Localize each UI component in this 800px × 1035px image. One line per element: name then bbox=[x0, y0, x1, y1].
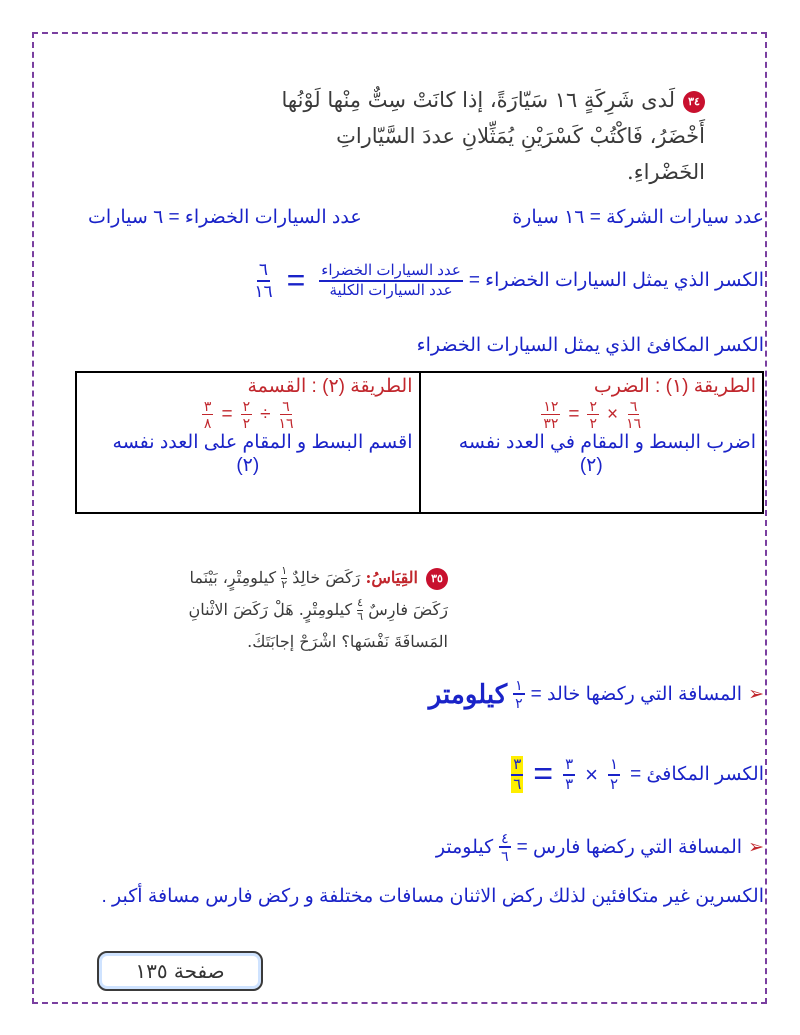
method-title: الطريقة (٢) : القسمة bbox=[247, 376, 413, 397]
green-cars-count: عدد السيارات الخضراء = ٦ سيارات bbox=[88, 207, 362, 228]
bullet-icon: ➢ bbox=[748, 836, 764, 858]
word-fraction-numerator: عدد السيارات الخضراء bbox=[319, 262, 463, 281]
value-fraction bbox=[254, 260, 272, 301]
value-fraction-numerator: ٦ bbox=[257, 260, 270, 282]
question-number-badge: ٣٤ bbox=[683, 91, 705, 113]
fraction-row bbox=[254, 260, 764, 301]
equals-sign: = bbox=[286, 262, 306, 299]
methods-table bbox=[75, 371, 764, 514]
unit: كيلومتر bbox=[435, 836, 494, 858]
equivalent-fraction: الكسر المكافئ = $\frac{١}{٢}$ × $\frac{٣}{٣}$ = $\frac{٣}{٦}$ bbox=[513, 755, 764, 793]
method-factor: (٢) bbox=[579, 455, 603, 477]
highlighted-result: $\frac{٣}{٦}$ bbox=[513, 756, 522, 793]
method-description: اضرب البسط و المقام في العدد نفسه bbox=[458, 432, 756, 454]
khalid-distance: ➢ المسافة التي ركضها خالد = $\frac{١}{٢}$ كيلومتر bbox=[428, 677, 764, 712]
question-35 bbox=[118, 562, 448, 658]
word-fraction-denominator: عدد السيارات الكلية bbox=[329, 281, 453, 299]
question-34-line-1: ٣٤لَدى شَرِكَةٍ ١٦ سَيّارَةً، إذا كانَتْ سِتٌّ مِنْها لَوْنُها bbox=[145, 82, 705, 118]
question-35-line-3: المَسافَةَ نَفْسَها؟ اشْرَحْ إجابَتَكَ. bbox=[247, 632, 448, 651]
question-number-badge: ٣٥ bbox=[426, 568, 448, 590]
question-34 bbox=[145, 82, 705, 190]
question-35-line-1: ٣٥القِيَاسُ: رَكَضَ خالِدٌ $\frac{١}{٢}$ كيلومِتْرٍ، بَيْنَما bbox=[118, 562, 448, 594]
bullet-icon: ➢ bbox=[748, 683, 764, 705]
fraction-label: الكسر الذي يمثل السيارات الخضراء = bbox=[468, 270, 764, 292]
equivalent-heading: الكسر المكافئ الذي يمثل السيارات الخضراء bbox=[416, 335, 764, 356]
word-fraction bbox=[319, 262, 463, 299]
method-title: الطريقة (١) : الضرب bbox=[593, 376, 756, 397]
question-35-line-2: رَكَضَ فارِسٌ $\frac{٤}{٦}$ كيلومِتْرٍ. هَلْ رَكَضَ الاثْنانِ bbox=[188, 596, 448, 623]
method-description: اقسم البسط و المقام على العدد نفسه bbox=[112, 432, 413, 454]
method-factor: (٢) bbox=[236, 455, 260, 477]
page-number: صفحة ١٣٥ bbox=[97, 951, 263, 991]
question-34-line-3: الخَضْراءِ. bbox=[627, 160, 705, 184]
value-fraction-denominator: ١٦ bbox=[254, 281, 273, 301]
company-cars-count: عدد سيارات الشركة = ١٦ سيارة bbox=[512, 207, 764, 228]
method-multiplication bbox=[420, 372, 764, 513]
fares-distance: ➢ المسافة التي ركضها فارس = $\frac{٤}{٦}$ كيلومتر bbox=[435, 830, 764, 865]
question-34-line-2: أَخْضَرُ، فَاكْتُبْ كَسْرَيْنِ يُمَثِّلانِ عددَ السَّيّاراتِ bbox=[336, 124, 705, 148]
question-35-title: القِيَاسُ: bbox=[365, 568, 418, 587]
method-division bbox=[76, 372, 420, 513]
method-expression: $\frac{٣}{٨}$ = $\frac{٢}{٢}$ ÷ $\frac{٦}{١٦}$ bbox=[203, 398, 294, 432]
method-expression: $\frac{١٢}{٣٢}$ = $\frac{٢}{٢}$ × $\frac{٦}{١٦}$ bbox=[543, 398, 642, 432]
conclusion: الكسرين غير متكافئين لذلك ركض الاثنان مسافات مختلفة و ركض فارس مسافة أكبر . bbox=[101, 886, 764, 907]
unit: كيلومتر bbox=[428, 678, 508, 709]
